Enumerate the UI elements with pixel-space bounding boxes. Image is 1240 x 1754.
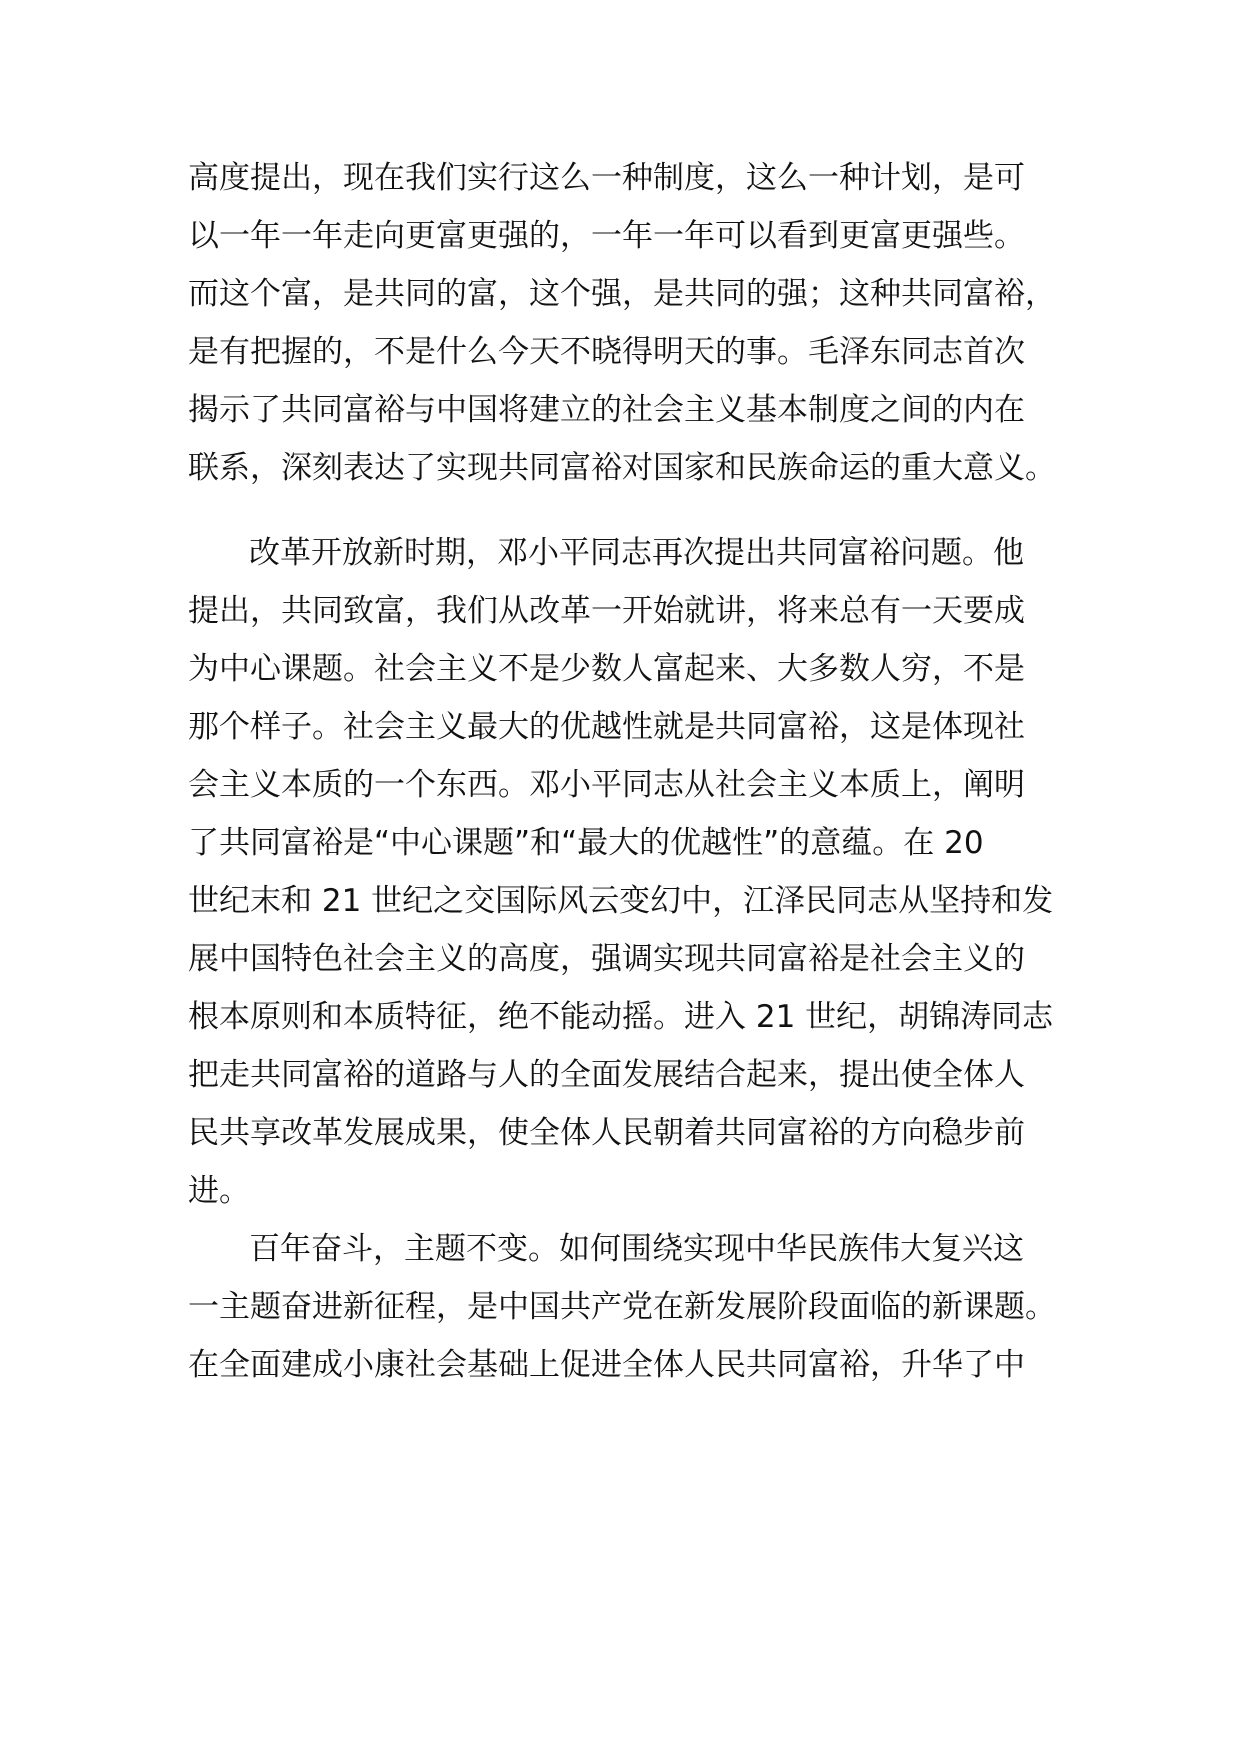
text-line: 以一年一年走向更富更强的，一年一年可以看到更富更强些。 [188, 218, 1025, 254]
text-line: 而这个富，是共同的富，这个强，是共同的强；这种共同富裕， [188, 276, 1056, 312]
text-line: 世纪末和 21 世纪之交国际风云变幻中，江泽民同志从坚持和发 [188, 883, 1054, 919]
text-line: 在全面建成小康社会基础上促进全体人民共同富裕，升华了中 [188, 1347, 1025, 1383]
text-line: 联系，深刻表达了实现共同富裕对国家和民族命运的重大意义。 [188, 450, 1056, 486]
text-line: 民共享改革发展成果，使全体人民朝着共同富裕的方向稳步前 [188, 1115, 1025, 1151]
text-line: 进。 [188, 1173, 250, 1209]
text-line: 一主题奋进新征程，是中国共产党在新发展阶段面临的新课题。 [188, 1289, 1056, 1325]
paragraph-first-line: 改革开放新时期，邓小平同志再次提出共同富裕问题。他 [249, 535, 1024, 571]
text-line: 会主义本质的一个东西。邓小平同志从社会主义本质上，阐明 [188, 767, 1025, 803]
text-line: 根本原则和本质特征，绝不能动摇。进入 21 世纪，胡锦涛同志 [188, 999, 1054, 1035]
text-line: 提出，共同致富，我们从改革一开始就讲，将来总有一天要成 [188, 593, 1025, 629]
text-line: 是有把握的，不是什么今天不晓得明天的事。毛泽东同志首次 [188, 334, 1025, 370]
paragraph-first-line: 百年奋斗，主题不变。如何围绕实现中华民族伟大复兴这 [249, 1231, 1024, 1267]
text-line: 高度提出，现在我们实行这么一种制度，这么一种计划，是可 [188, 160, 1025, 196]
text-line: 揭示了共同富裕与中国将建立的社会主义基本制度之间的内在 [188, 392, 1025, 428]
text-line: 展中国特色社会主义的高度，强调实现共同富裕是社会主义的 [188, 941, 1025, 977]
text-line: 那个样子。社会主义最大的优越性就是共同富裕，这是体现社 [188, 709, 1025, 745]
text-line: 把走共同富裕的道路与人的全面发展结合起来，提出使全体人 [188, 1057, 1025, 1093]
text-line: 为中心课题。社会主义不是少数人富起来、大多数人穷，不是 [188, 651, 1025, 687]
text-line: 了共同富裕是“中心课题”和“最大的优越性”的意蕴。在 20 [188, 825, 984, 861]
